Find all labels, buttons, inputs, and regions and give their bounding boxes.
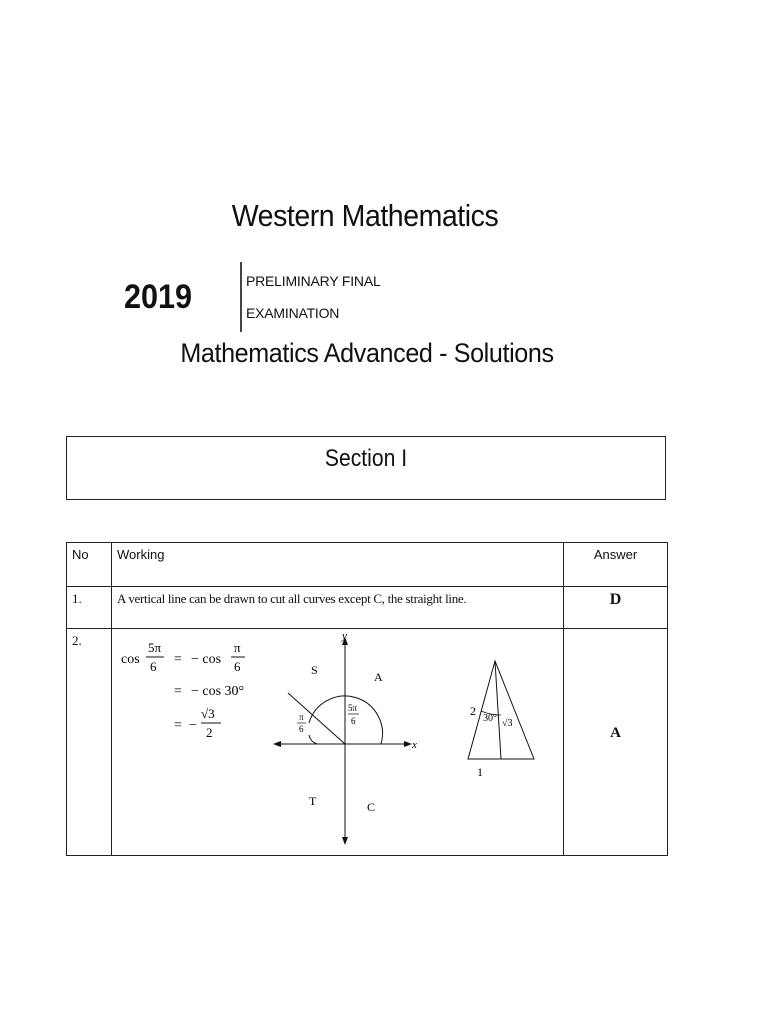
question-number: 1. xyxy=(67,587,112,629)
table-row xyxy=(67,629,668,856)
minus-sign: − xyxy=(189,718,197,733)
rotation-arc xyxy=(309,696,383,744)
section-heading-box xyxy=(66,436,666,500)
quadrant-s: S xyxy=(311,663,318,677)
exam-type-line1: PRELIMINARY FINAL xyxy=(246,273,381,289)
cos-working xyxy=(121,640,245,740)
rot-angle-num: 5π xyxy=(348,703,358,713)
rot-angle-den: 6 xyxy=(351,716,356,726)
working-cell xyxy=(112,587,564,629)
triangle-hyp: 2 xyxy=(470,704,476,718)
table-header-row xyxy=(67,543,668,587)
header-no: No xyxy=(67,543,112,587)
table-row xyxy=(67,587,668,629)
working-figures xyxy=(117,629,557,851)
answer-value: A xyxy=(610,725,621,741)
quadrant-c: C xyxy=(367,800,376,814)
frac2-num: π xyxy=(234,640,241,655)
x-axis-label: x xyxy=(412,739,417,751)
divider-bar xyxy=(240,262,242,332)
minus-cos-30: − cos 30° xyxy=(191,684,245,699)
frac1-den: 6 xyxy=(150,659,157,674)
y-axis-arrow-down xyxy=(342,837,348,845)
eq-sign-3: = xyxy=(174,718,182,733)
header-answer: Answer xyxy=(564,543,668,587)
eq-sign-1: = xyxy=(174,652,182,667)
quadrant-t: T xyxy=(309,794,317,808)
exam-year: 2019 xyxy=(124,278,193,316)
answer-value: D xyxy=(609,591,622,608)
y-axis-label: y xyxy=(342,630,347,642)
document-title: Western Mathematics xyxy=(231,198,499,233)
cos-label: cos xyxy=(121,652,140,667)
working-text: A vertical line can be drawn to cut all curves except C, the straight line. xyxy=(117,591,467,606)
answer-cell xyxy=(564,587,668,629)
triangle-base: 1 xyxy=(477,765,483,779)
eq-sign-2: = xyxy=(174,684,182,699)
special-triangle xyxy=(468,661,534,779)
triangle-altitude xyxy=(495,661,501,759)
minus-cos: − cos xyxy=(191,652,222,667)
quadrant-diagram xyxy=(273,630,417,845)
exam-type-line2: EXAMINATION xyxy=(246,305,340,321)
terminal-ray xyxy=(288,693,345,744)
answer-cell xyxy=(564,629,668,856)
triangle-height: √3 xyxy=(502,718,513,729)
quadrant-a: A xyxy=(374,670,383,684)
frac3-num: √3 xyxy=(201,706,215,721)
question-number: 2. xyxy=(67,629,112,856)
frac3-den: 2 xyxy=(206,725,213,740)
header-working: Working xyxy=(112,543,564,587)
document-subtitle: Mathematics Advanced - Solutions xyxy=(180,338,554,368)
frac2-den: 6 xyxy=(234,659,241,674)
ref-angle-arc xyxy=(309,735,317,744)
section-label: Section I xyxy=(324,445,408,472)
x-axis-arrow xyxy=(404,741,412,747)
frac1-num: 5π xyxy=(148,640,162,655)
working-cell xyxy=(112,629,564,856)
ref-angle-den: 6 xyxy=(299,724,304,734)
triangle-outline xyxy=(468,661,534,759)
x-axis-arrow-left xyxy=(273,741,281,747)
ref-angle-num: π xyxy=(299,712,304,722)
triangle-angle: 30° xyxy=(483,713,497,724)
solutions-table xyxy=(66,542,668,856)
